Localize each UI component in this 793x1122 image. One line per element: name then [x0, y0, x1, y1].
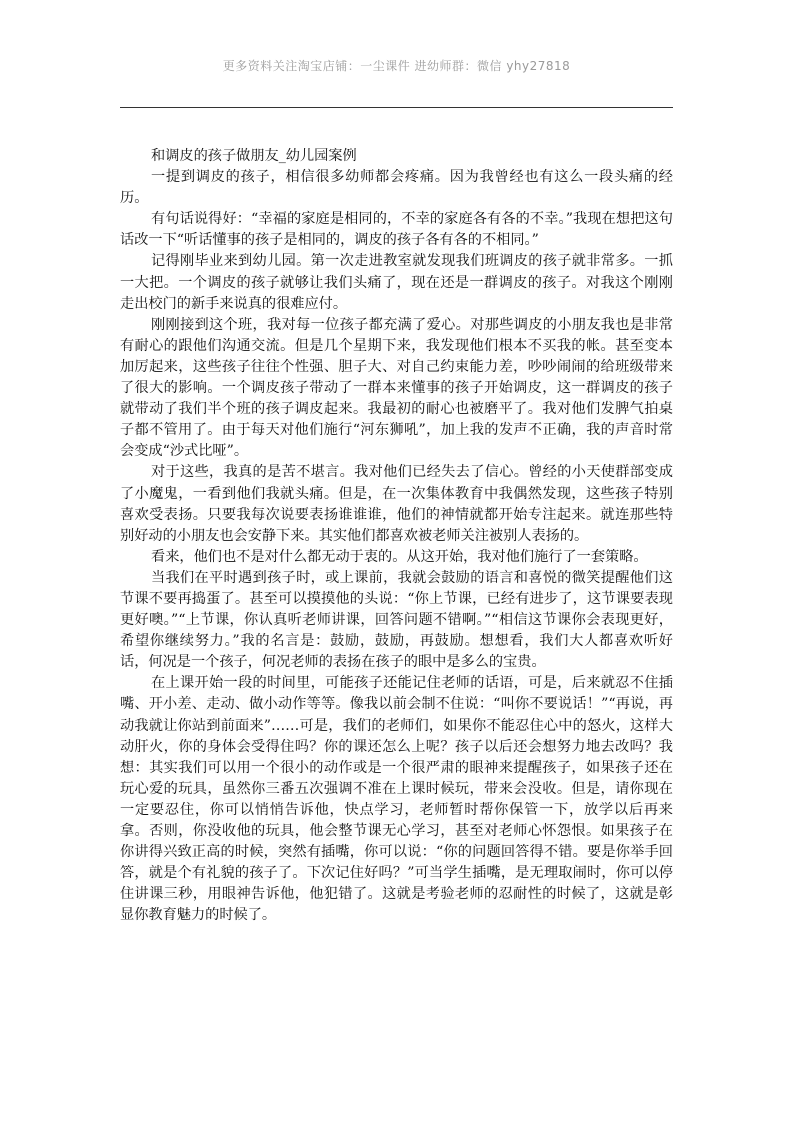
- header-divider: [120, 107, 673, 108]
- paragraph: 有句话说得好：“幸福的家庭是相同的，不幸的家庭各有各的不幸。”我现在想把这句话改一下“听话懂事的孩子是相同的，调皮的孩子各有各的不相同。”: [120, 211, 673, 249]
- header-note: 更多资料关注淘宝店铺：一尘课件 进幼师群：微信 yhy27818: [222, 59, 571, 73]
- paragraph: 当我们在平时遇到孩子时，或上课前，我就会鼓励的语言和喜悦的微笑提醒他们这节课不要再捣蛋了。甚至可以摸摸他的头说：“你上节课，已经有进步了，这节课要表现更好噢。”“上节课，你认真听老师讲课，回答问题不错啊。”“相信这节课你会表现更好，希望你继续努力。”我的名言是：鼓励，鼓励，再鼓励。想想看，我们大人都喜欢听好话，何况是一个孩子，何况老师的表扬在孩子的眼中是多么的宝贵。: [120, 569, 673, 671]
- paragraph: 在上课开始一段的时间里，可能孩子还能记住老师的话语，可是，后来就忍不住插嘴、开小差、走动、做小动作等等。像我以前会制不住说：“叫你不要说话！”“再说，再动我就让你站到前面来”……可是，我们的老师们，如果你不能忍住心中的怒火，这样大动肝火，你的身体会受得住吗？你的课还怎么上呢？孩子以后还会想努力地去改吗？我想：其实我们可以用一个很小的动作或是一个很严肃的眼神来提醒孩子，如果孩子还在玩心爱的玩具，虽然你三番五次强调不准在上课时候玩，带来会没收。但是，请你现在一定要忍住，你可以悄悄告诉他，快点学习，老师暂时帮你保管一下，放学以后再来拿。否则，你没收他的玩具，他会整节课无心学习，甚至对老师心怀怨恨。如果孩子在你讲得兴致正高的时候，突然有插嘴，你可以说：“你的问题回答得不错。要是你举手回答，就是个有礼貌的孩子了。下次记住好吗？”可当学生插嘴，是无理取闹时，你可以停住讲课三秒，用眼神告诉他，他犯错了。这就是考验老师的忍耐性的时候了，这就是彰显你教育魅力的时候了。: [120, 675, 673, 924]
- document-body: [120, 146, 673, 926]
- paragraph: 记得刚毕业来到幼儿园。第一次走进教室就发现我们班调皮的孩子就非常多。一抓一大把。一个调皮的孩子就够让我们头痛了，现在还是一群调皮的孩子。对我这个刚刚走出校门的新手来说真的很难应付。: [120, 253, 673, 312]
- paragraph: 一提到调皮的孩子，相信很多幼师都会疼痛。因为我曾经也有这么一段头痛的经历。: [120, 169, 673, 207]
- document-title: 和调皮的孩子做朋友_幼儿园案例: [151, 148, 357, 164]
- paragraph: 对于这些，我真的是苦不堪言。我对他们已经失去了信心。曾经的小天使群部变成了小魔鬼，一看到他们我就头痛。但是，在一次集体教育中我偶然发现，这些孩子特别喜欢受表扬。只要我每次说要表扬谁谁谁，他们的神情就都开始专注起来。就连那些特别好动的小朋友也会安静下来。其实他们都喜欢被老师关注被别人表扬的。: [120, 464, 673, 544]
- paragraph: 看来，他们也不是对什么都无动于衷的。从这开始，我对他们施行了一套策略。: [151, 548, 648, 565]
- paragraph: 刚刚接到这个班，我对每一位孩子都充满了爱心。对那些调皮的小朋友我也是非常有耐心的跟他们沟通交流。但是几个星期下来，我发现他们根本不买我的帐。甚至变本加厉起来，这些孩子往往个性强、胆子大、对自己约束能力差，吵吵闹闹的给班级带来了很大的影响。一个调皮孩子带动了一群本来懂事的孩子开始调皮，这一群调皮的孩子就带动了我们半个班的孩子调皮起来。我最初的耐心也被磨平了。我对他们发脾气拍桌子都不管用了。由于每天对他们施行“河东狮吼”，加上我的发声不正确，我的声音时常会变成“沙式比哑”。: [120, 316, 673, 460]
